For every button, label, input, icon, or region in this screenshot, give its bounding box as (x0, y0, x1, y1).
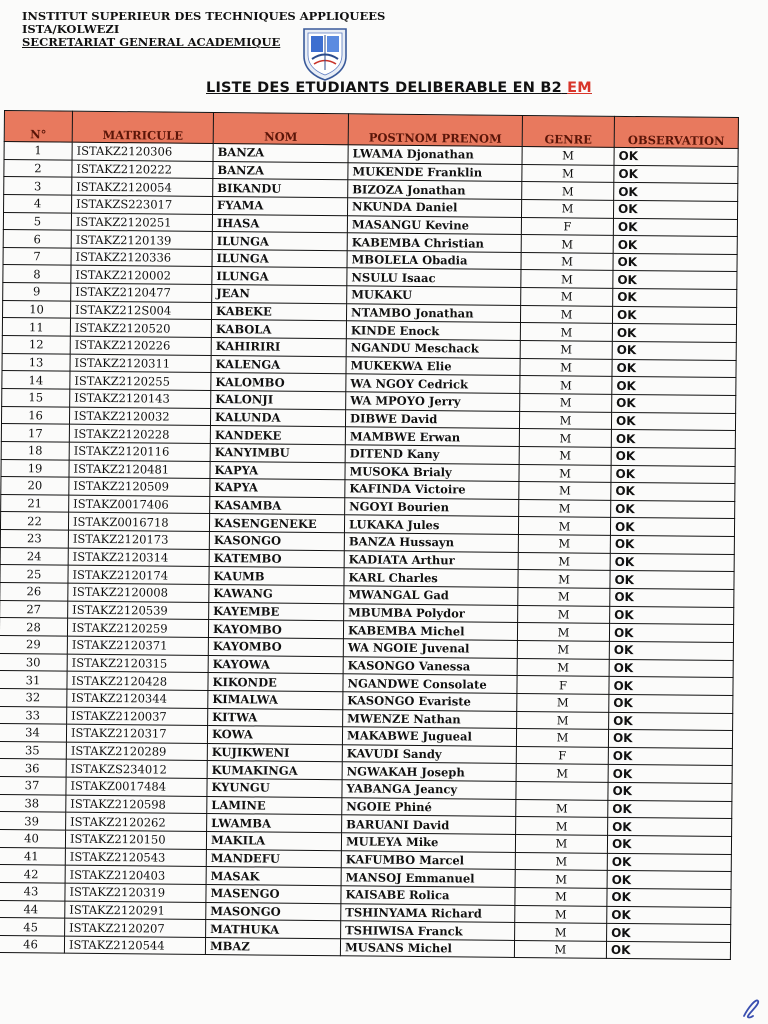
cell-observation: OK (609, 677, 733, 696)
cell-observation: OK (606, 941, 730, 960)
cell-postnom-prenom: WA NGOIE Juvenal (343, 639, 517, 658)
cell-postnom-prenom: KASONGO Vanessa (343, 656, 517, 675)
cell-observation: OK (608, 729, 732, 748)
cell-nom: LAMINE (207, 796, 342, 815)
cell-observation: OK (607, 853, 731, 872)
header-genre: GENRE (522, 115, 614, 147)
cell-matricule: ISTAKZ2120002 (71, 266, 212, 285)
cell-number: 35 (0, 741, 66, 759)
cell-genre: M (518, 535, 610, 554)
cell-matricule: ISTAKZ2120228 (69, 424, 210, 443)
cell-nom: KAYEMBE (209, 602, 344, 621)
cell-matricule: ISTAKZ2120289 (66, 742, 207, 761)
cell-observation: OK (613, 271, 737, 290)
cell-observation: OK (612, 359, 736, 378)
cell-nom: KYUNGU (207, 779, 342, 798)
cell-genre: M (516, 817, 608, 836)
cell-number: 31 (0, 671, 67, 689)
cell-observation: OK (612, 306, 736, 325)
institution-department: SECRETARIAT GENERAL ACADEMIQUE (22, 35, 281, 49)
cell-number: 30 (0, 653, 67, 671)
cell-observation: OK (613, 218, 737, 237)
cell-number: 20 (1, 477, 69, 495)
ista-crest-icon (300, 26, 350, 82)
cell-number: 46 (0, 935, 65, 953)
cell-genre: M (515, 887, 607, 906)
cell-genre: M (517, 693, 609, 712)
cell-number: 13 (2, 353, 70, 371)
cell-nom: JEAN (212, 285, 347, 304)
cell-nom: ILUNGA (212, 267, 347, 286)
cell-genre: F (521, 217, 613, 236)
cell-number: 44 (0, 900, 65, 918)
cell-genre: M (519, 411, 611, 430)
cell-number: 9 (3, 283, 71, 301)
cell-matricule: ISTAKZ2120314 (68, 548, 209, 567)
cell-genre (516, 782, 608, 801)
institution-city: ISTA/KOLWEZI (22, 22, 120, 36)
cell-number: 6 (3, 230, 71, 248)
cell-genre: M (515, 834, 607, 853)
cell-observation: OK (611, 500, 735, 519)
cell-postnom-prenom: KAVUDI Sandy (342, 745, 516, 764)
cell-genre: M (517, 658, 609, 677)
cell-genre: M (521, 288, 613, 307)
cell-matricule: ISTAKZ2120344 (67, 689, 208, 708)
cell-observation: OK (609, 659, 733, 678)
cell-postnom-prenom: TSHINYAMA Richard (341, 903, 515, 922)
cell-nom: BANZA (213, 144, 348, 163)
cell-genre: M (518, 517, 610, 536)
cell-nom: MBAZ (205, 937, 340, 956)
cell-genre: M (516, 799, 608, 818)
cell-observation: OK (608, 782, 732, 801)
cell-nom: KAYOMBO (208, 637, 343, 656)
cell-genre: M (521, 252, 613, 271)
cell-nom: KIMALWA (208, 690, 343, 709)
cell-matricule: ISTAKZ2120259 (67, 618, 208, 637)
cell-postnom-prenom: KINDE Enock (346, 321, 520, 340)
cell-postnom-prenom: MULEYA Mike (341, 833, 515, 852)
cell-matricule: ISTAKZ2120317 (66, 724, 207, 743)
cell-nom: KIKONDE (208, 673, 343, 692)
cell-postnom-prenom: NGANDWE Consolate (343, 674, 517, 693)
cell-postnom-prenom: MUKAKU (347, 286, 521, 305)
cell-postnom-prenom: MANSOJ Emmanuel (341, 868, 515, 887)
cell-number: 12 (2, 336, 70, 354)
cell-nom: MANDEFU (206, 849, 341, 868)
cell-matricule: ISTAKZ2120150 (65, 830, 206, 849)
table-body (0, 142, 738, 960)
cell-nom: KALENGA (211, 355, 346, 374)
cell-postnom-prenom: KABEMBA Christian (347, 233, 521, 252)
cell-postnom-prenom: KASONGO Evariste (343, 692, 517, 711)
students-sheet (0, 110, 738, 960)
cell-number: 37 (0, 777, 66, 795)
cell-observation: OK (607, 888, 731, 907)
cell-observation: OK (614, 147, 738, 166)
cell-genre: M (519, 464, 611, 483)
cell-observation: OK (614, 183, 738, 202)
cell-nom: KATEMBO (209, 549, 344, 568)
cell-nom: KABEKE (211, 302, 346, 321)
cell-matricule: ISTAKZ2120306 (72, 142, 213, 161)
cell-genre: M (521, 235, 613, 254)
cell-nom: KAYOMBO (208, 620, 343, 639)
cell-nom: KAPYA (210, 479, 345, 498)
cell-nom: ILUNGA (212, 249, 347, 268)
cell-genre: M (516, 729, 608, 748)
cell-matricule: ISTAKZ2120037 (67, 707, 208, 726)
cell-number: 24 (0, 547, 68, 565)
cell-observation: OK (607, 871, 731, 890)
cell-number: 26 (0, 582, 68, 600)
cell-nom: BIKANDU (213, 179, 348, 198)
cell-genre: M (519, 499, 611, 518)
page-title-text: LISTE DES ETUDIANTS DELIBERABLE EN B2 (206, 80, 562, 96)
cell-nom: KAUMB (209, 567, 344, 586)
cell-number: 28 (0, 618, 68, 636)
cell-matricule: ISTAKZ2120222 (72, 160, 213, 179)
cell-postnom-prenom: MAKABWE Jugueal (342, 727, 516, 746)
cell-postnom-prenom: MUKENDE Franklin (348, 162, 522, 181)
cell-nom: FYAMA (213, 196, 348, 215)
cell-genre: M (515, 905, 607, 924)
handwritten-mark-icon (738, 994, 764, 1020)
cell-genre: M (520, 376, 612, 395)
cell-genre: M (515, 923, 607, 942)
cell-genre: M (518, 587, 610, 606)
cell-number: 39 (0, 812, 66, 830)
cell-matricule: ISTAKZ2120173 (68, 530, 209, 549)
cell-postnom-prenom: MUSANS Michel (340, 939, 514, 958)
header-observation: OBSERVATION (614, 116, 738, 148)
cell-nom: MASAK (206, 867, 341, 886)
cell-number: 22 (0, 512, 68, 530)
cell-matricule: ISTAKZ2120543 (65, 848, 206, 867)
cell-number: 19 (1, 459, 69, 477)
cell-matricule: ISTAKZ2120477 (71, 283, 212, 302)
cell-nom: KABOLA (211, 320, 346, 339)
cell-postnom-prenom: DIBWE David (345, 409, 519, 428)
cell-genre: M (522, 164, 614, 183)
cell-observation: OK (611, 447, 735, 466)
cell-matricule: ISTAKZ2120403 (65, 865, 206, 884)
cell-observation: OK (612, 394, 736, 413)
cell-matricule: ISTAKZ0017484 (66, 777, 207, 796)
cell-nom: IHASA (212, 214, 347, 233)
cell-postnom-prenom: KAFUMBO Marcel (341, 850, 515, 869)
cell-matricule: ISTAKZ2120251 (71, 213, 212, 232)
cell-observation: OK (611, 465, 735, 484)
cell-genre: M (520, 358, 612, 377)
header-number: N° (4, 111, 72, 143)
cell-nom: KUJIKWENI (207, 743, 342, 762)
cell-matricule: ISTAKZ2120174 (68, 566, 209, 585)
cell-genre: M (520, 341, 612, 360)
cell-nom: KAHIRIRI (211, 338, 346, 357)
cell-observation: OK (608, 818, 732, 837)
cell-nom: MATHUKA (206, 920, 341, 939)
cell-observation: OK (611, 483, 735, 502)
cell-number: 18 (1, 441, 69, 459)
cell-number: 33 (0, 706, 67, 724)
cell-observation: OK (607, 835, 731, 854)
cell-matricule: ISTAKZ2120008 (68, 583, 209, 602)
cell-nom: KALOMBO (211, 373, 346, 392)
cell-nom: KITWA (208, 708, 343, 727)
cell-postnom-prenom: KARL Charles (344, 568, 518, 587)
cell-observation: OK (611, 430, 735, 449)
cell-postnom-prenom: NTAMBO Jonathan (346, 304, 520, 323)
cell-postnom-prenom: KAFINDA Victoire (345, 480, 519, 499)
cell-postnom-prenom: LWAMA Djonathan (348, 145, 522, 164)
cell-postnom-prenom: MAMBWE Erwan (345, 427, 519, 446)
cell-genre: F (517, 676, 609, 695)
cell-matricule: ISTAKZ2120371 (67, 636, 208, 655)
cell-observation: OK (609, 641, 733, 660)
cell-matricule: ISTAKZ2120539 (68, 601, 209, 620)
cell-number: 41 (0, 847, 65, 865)
cell-genre: M (515, 852, 607, 871)
cell-matricule: ISTAKZ2120315 (67, 654, 208, 673)
cell-observation: OK (608, 747, 732, 766)
cell-genre: M (514, 940, 606, 959)
cell-matricule: ISTAKZ2120139 (71, 230, 212, 249)
cell-genre: M (518, 605, 610, 624)
cell-matricule: ISTAKZ2120226 (70, 336, 211, 355)
cell-matricule: ISTAKZ2120520 (70, 319, 211, 338)
cell-genre: M (516, 764, 608, 783)
cell-postnom-prenom: NGWAKAH Joseph (342, 762, 516, 781)
cell-observation: OK (611, 412, 735, 431)
cell-nom: KAYOWA (208, 655, 343, 674)
cell-genre: M (517, 623, 609, 642)
cell-postnom-prenom: BIZOZA Jonathan (348, 180, 522, 199)
cell-observation: OK (610, 588, 734, 607)
cell-number: 32 (0, 688, 67, 706)
cell-matricule: ISTAKZ212S004 (71, 301, 212, 320)
cell-matricule: ISTAKZ2120336 (71, 248, 212, 267)
cell-observation: OK (610, 553, 734, 572)
cell-postnom-prenom: BANZA Hussayn (344, 533, 518, 552)
cell-postnom-prenom: TSHIWISA Franck (341, 921, 515, 940)
cell-number: 34 (0, 724, 67, 742)
cell-matricule: ISTAKZ2120598 (66, 795, 207, 814)
cell-genre: M (520, 305, 612, 324)
cell-number: 8 (3, 265, 71, 283)
cell-matricule: ISTAKZS234012 (66, 760, 207, 779)
page-title (206, 80, 592, 96)
cell-observation: OK (610, 606, 734, 625)
cell-matricule: ISTAKZ2120262 (66, 812, 207, 831)
cell-genre: M (518, 552, 610, 571)
institution-name: INSTITUT SUPERIEUR DES TECHNIQUES APPLIQUEES (22, 9, 386, 23)
cell-matricule: ISTAKZ2120481 (69, 460, 210, 479)
cell-genre: M (517, 640, 609, 659)
cell-postnom-prenom: NGANDU Meschack (346, 339, 520, 358)
cell-observation: OK (607, 906, 731, 925)
cell-postnom-prenom: MBOLELA Obadia (347, 251, 521, 270)
cell-observation: OK (610, 535, 734, 554)
cell-postnom-prenom: MWANGAL Gad (344, 586, 518, 605)
cell-postnom-prenom: MWENZE Nathan (343, 709, 517, 728)
cell-number: 27 (0, 600, 68, 618)
cell-observation: OK (612, 377, 736, 396)
cell-postnom-prenom: BARUANI David (342, 815, 516, 834)
cell-number: 42 (0, 865, 65, 883)
cell-nom: MASENGO (206, 884, 341, 903)
cell-nom: KUMAKINGA (207, 761, 342, 780)
cell-observation: OK (613, 288, 737, 307)
cell-genre: M (522, 182, 614, 201)
cell-matricule: ISTAKZ2120143 (70, 389, 211, 408)
cell-postnom-prenom: KADIATA Arthur (344, 551, 518, 570)
cell-postnom-prenom: KAISABE Rolica (341, 886, 515, 905)
cell-postnom-prenom: LUKAKA Jules (344, 515, 518, 534)
cell-postnom-prenom: MBUMBA Polydor (344, 603, 518, 622)
cell-nom: KAWANG (209, 585, 344, 604)
cell-matricule: ISTAKZ0017406 (69, 495, 210, 514)
cell-number: 11 (2, 318, 70, 336)
cell-matricule: ISTAKZ0016718 (68, 513, 209, 532)
cell-observation: OK (610, 571, 734, 590)
cell-number: 40 (0, 829, 66, 847)
cell-postnom-prenom: NGOIE Phiné (342, 797, 516, 816)
cell-nom: LWAMBA (207, 814, 342, 833)
cell-postnom-prenom: NGOYI Bourien (345, 498, 519, 517)
cell-postnom-prenom: MUSOKA Brialy (345, 462, 519, 481)
cell-postnom-prenom: YABANGA Jeancy (342, 780, 516, 799)
cell-nom: KANDEKE (210, 426, 345, 445)
cell-observation: OK (609, 712, 733, 731)
cell-postnom-prenom: NSULU Isaac (347, 268, 521, 287)
header-postnom-prenom: POSTNOM PRENOM (348, 114, 522, 147)
cell-postnom-prenom: WA NGOY Cedrick (346, 374, 520, 393)
cell-matricule: ISTAKZ2120207 (65, 918, 206, 937)
cell-observation: OK (612, 324, 736, 343)
cell-matricule: ISTAKZ2120291 (65, 901, 206, 920)
page-title-suffix: EM (567, 80, 592, 96)
cell-number: 23 (0, 530, 68, 548)
cell-observation: OK (613, 236, 737, 255)
cell-observation: OK (608, 765, 732, 784)
cell-matricule: ISTAKZ2120116 (69, 442, 210, 461)
cell-genre: F (516, 746, 608, 765)
cell-matricule: ISTAKZ2120428 (67, 671, 208, 690)
cell-number: 14 (2, 371, 70, 389)
cell-genre: M (521, 199, 613, 218)
cell-nom: KANYIMBU (210, 443, 345, 462)
cell-observation: OK (610, 518, 734, 537)
cell-observation: OK (607, 924, 731, 943)
cell-matricule: ISTAKZ2120311 (70, 354, 211, 373)
cell-nom: ILUNGA (212, 232, 347, 251)
cell-number: 1 (4, 142, 72, 160)
cell-nom: MASONGO (206, 902, 341, 921)
cell-observation: OK (609, 624, 733, 643)
cell-observation: OK (609, 694, 733, 713)
cell-postnom-prenom: NKUNDA Daniel (348, 198, 522, 217)
cell-observation: OK (608, 800, 732, 819)
cell-genre: M (519, 429, 611, 448)
cell-number: 16 (1, 406, 69, 424)
cell-genre: M (520, 393, 612, 412)
cell-matricule: ISTAKZ2120544 (64, 936, 205, 955)
cell-number: 29 (0, 635, 67, 653)
cell-number: 43 (0, 882, 65, 900)
cell-number: 2 (4, 159, 72, 177)
cell-number: 5 (3, 212, 71, 230)
cell-number: 38 (0, 794, 66, 812)
cell-nom: KASONGO (209, 532, 344, 551)
cell-matricule: ISTAKZS223017 (72, 195, 213, 214)
cell-nom: KALONJI (211, 390, 346, 409)
cell-genre: M (515, 870, 607, 889)
cell-observation: OK (614, 165, 738, 184)
cell-postnom-prenom: WA MPOYO Jerry (346, 392, 520, 411)
cell-matricule: ISTAKZ2120509 (69, 477, 210, 496)
cell-genre: M (520, 323, 612, 342)
cell-number: 45 (0, 918, 65, 936)
cell-number: 17 (1, 424, 69, 442)
cell-postnom-prenom: DITEND Kany (345, 445, 519, 464)
cell-number: 21 (1, 494, 69, 512)
cell-observation: OK (613, 200, 737, 219)
cell-matricule: ISTAKZ2120032 (69, 407, 210, 426)
cell-nom: KAPYA (210, 461, 345, 480)
cell-nom: KOWA (207, 726, 342, 745)
cell-genre: M (519, 446, 611, 465)
cell-genre: M (522, 146, 614, 165)
cell-number: 25 (0, 565, 68, 583)
cell-postnom-prenom: KABEMBA Michel (343, 621, 517, 640)
cell-observation: OK (612, 341, 736, 360)
cell-nom: KASENGENEKE (209, 514, 344, 533)
cell-number: 36 (0, 759, 66, 777)
cell-postnom-prenom: MUKEKWA Elie (346, 356, 520, 375)
students-table (0, 110, 739, 960)
cell-nom: MAKILA (206, 831, 341, 850)
cell-nom: KALUNDA (210, 408, 345, 427)
cell-genre: M (521, 270, 613, 289)
cell-number: 4 (4, 194, 72, 212)
cell-nom: BANZA (213, 161, 348, 180)
cell-number: 15 (2, 388, 70, 406)
header-nom: NOM (213, 113, 348, 145)
cell-nom: KASAMBA (210, 496, 345, 515)
header-matricule: MATRICULE (72, 111, 213, 143)
cell-matricule: ISTAKZ2120319 (65, 883, 206, 902)
cell-number: 10 (3, 300, 71, 318)
cell-matricule: ISTAKZ2120255 (70, 371, 211, 390)
cell-postnom-prenom: MASANGU Kevine (347, 215, 521, 234)
cell-number: 3 (4, 177, 72, 195)
cell-genre: M (517, 711, 609, 730)
cell-number: 7 (3, 247, 71, 265)
cell-observation: OK (613, 253, 737, 272)
cell-matricule: ISTAKZ2120054 (72, 177, 213, 196)
cell-genre: M (518, 570, 610, 589)
cell-genre: M (519, 482, 611, 501)
